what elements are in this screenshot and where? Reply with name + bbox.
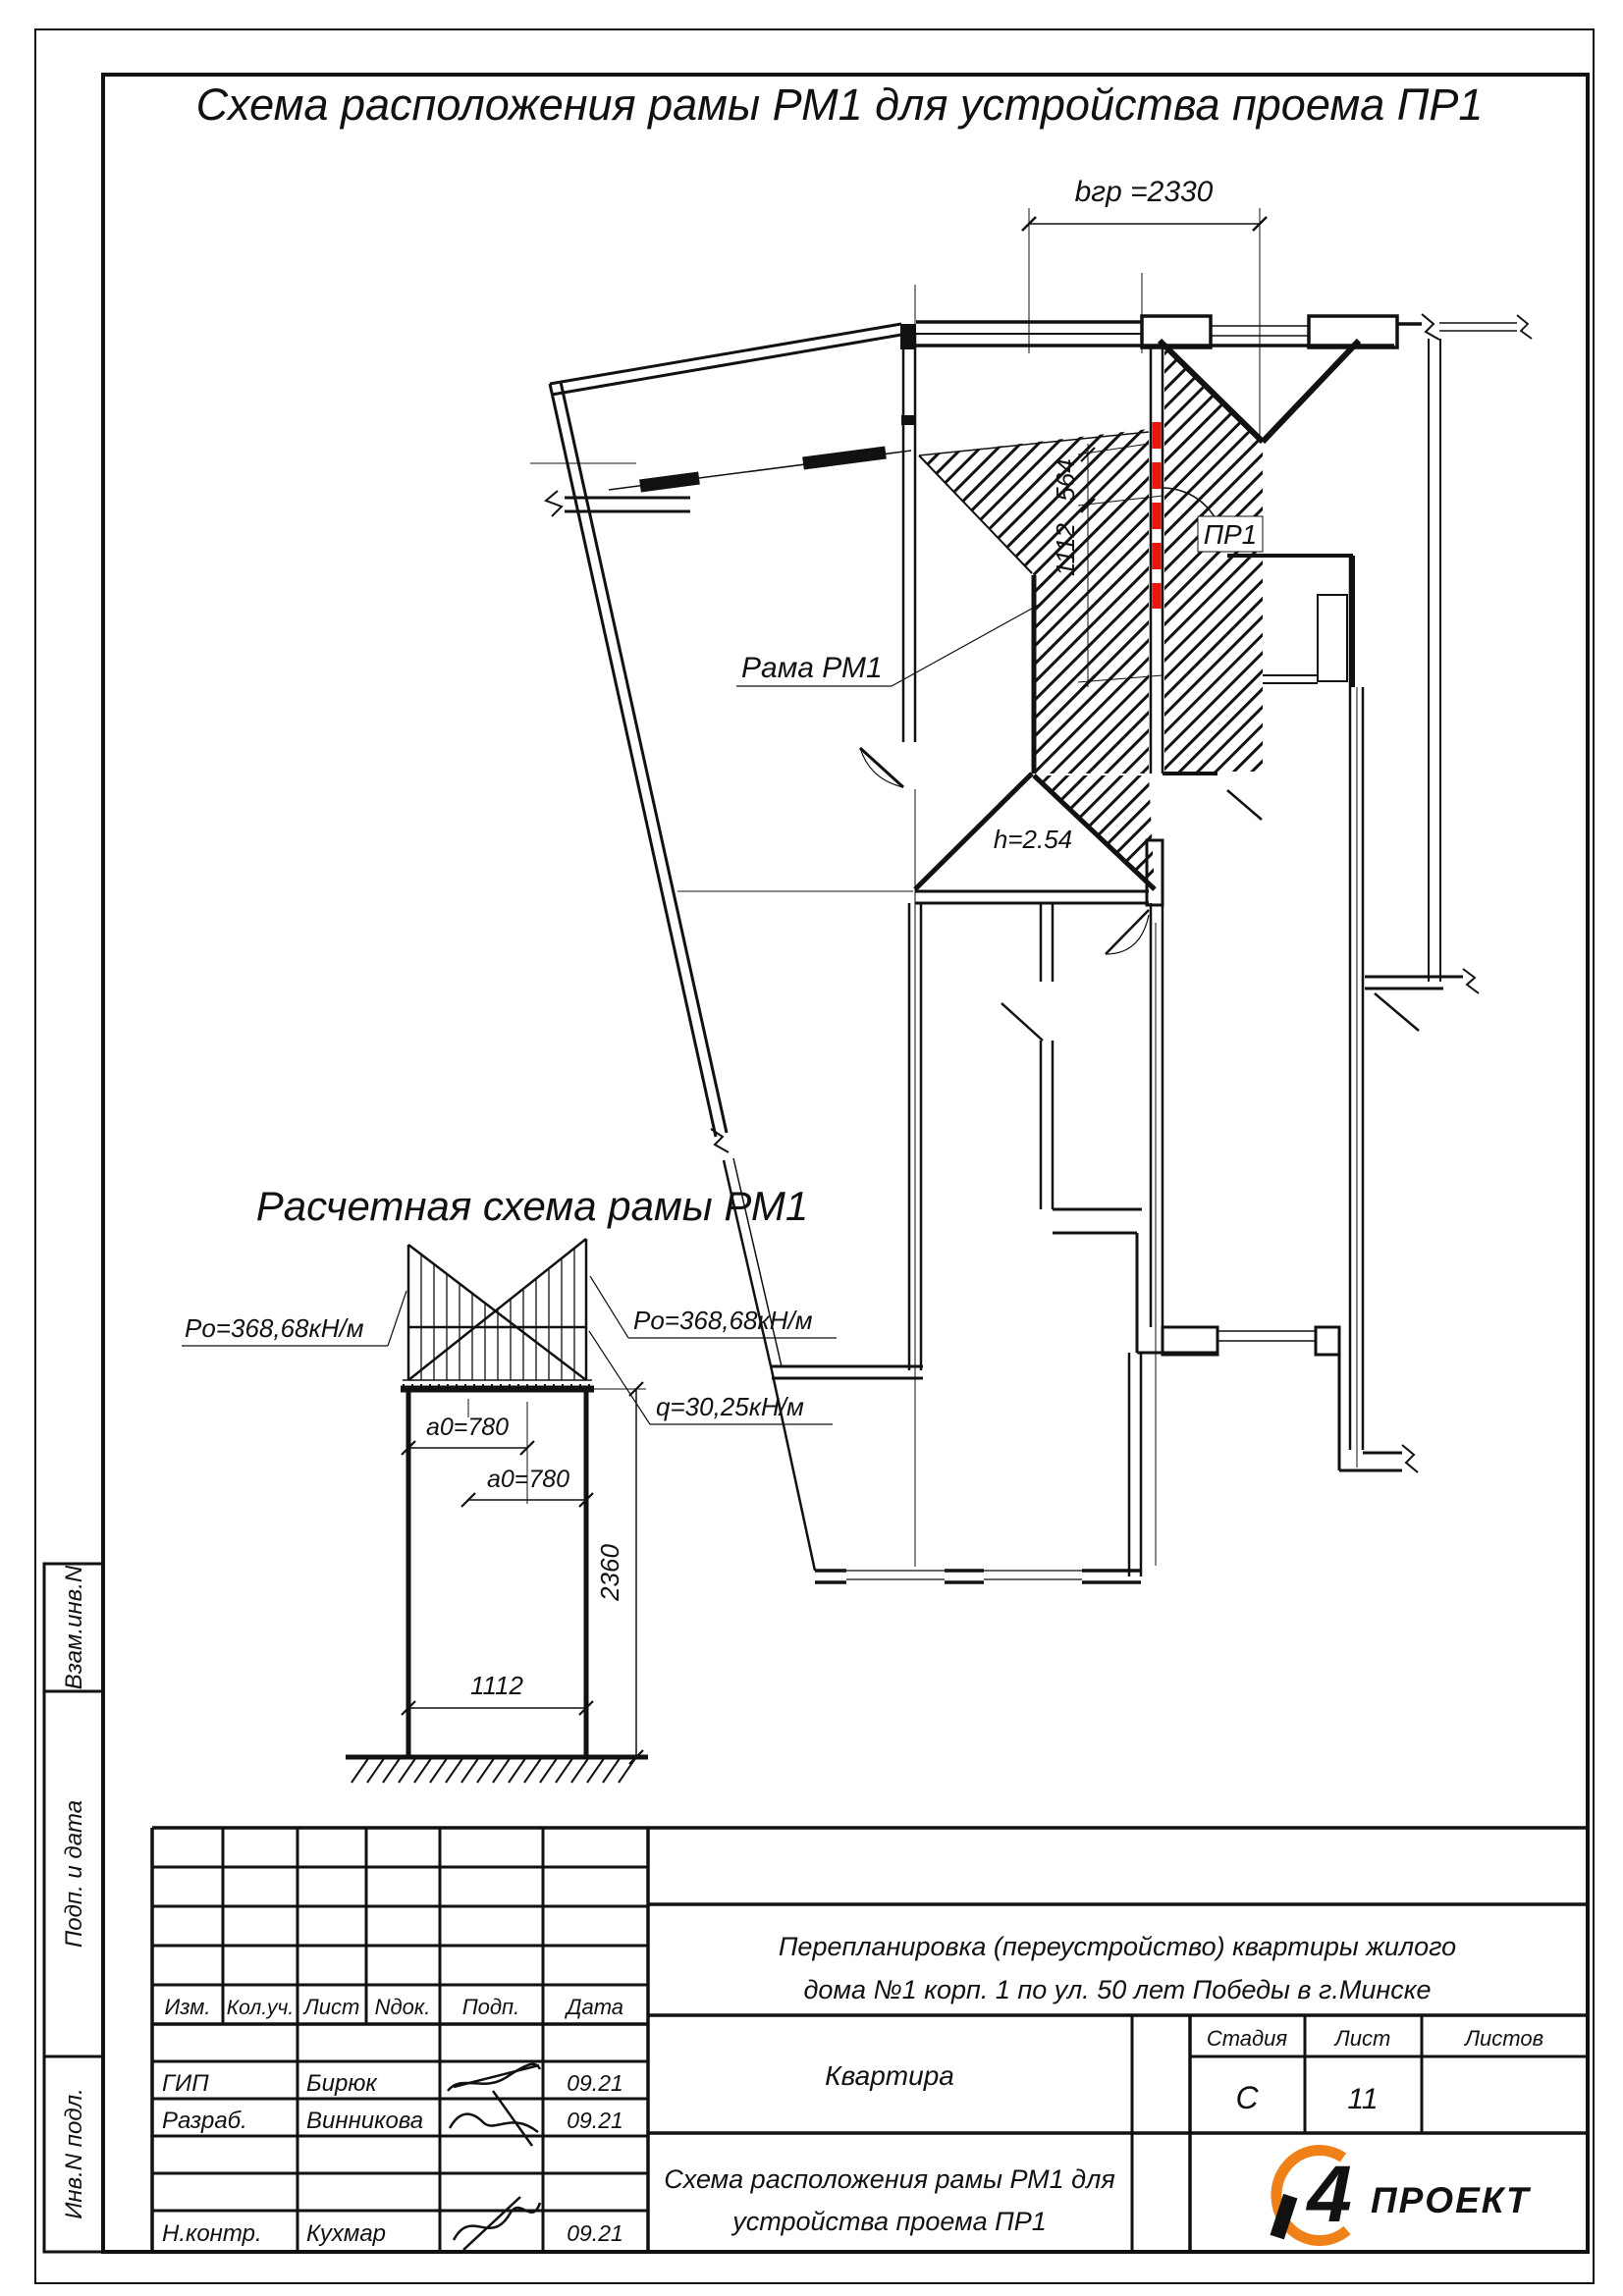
dim-1112-span: 1112 [470, 1671, 523, 1700]
list-value: 11 [1347, 2083, 1379, 2115]
page-title: Схема расположения рамы РМ1 для устройства проема ПР1 [195, 80, 1484, 130]
row-gip-date: 09.21 [567, 2070, 623, 2096]
signature-nkontr [454, 2203, 540, 2240]
hatch-region [919, 349, 1263, 889]
load-diagram [403, 1239, 592, 1385]
side-label-vzam: Взам.инв.N [61, 1565, 87, 1690]
side-column [44, 1564, 103, 2252]
dim-bgr-text: bгр =2330 [1074, 176, 1214, 208]
dim-a0-lower: a0=780 [486, 1466, 570, 1493]
side-label-inv: Инв.N подл. [61, 2088, 87, 2219]
doc-title-line2: устройства проема ПР1 [732, 2207, 1047, 2236]
row-nkontr-name: Кухмар [306, 2220, 387, 2247]
revision-table [165, 1995, 623, 2019]
col-koluch: Кол.уч. [226, 1997, 295, 2019]
stage-value: С [1235, 2080, 1259, 2115]
col-data: Дата [566, 1995, 624, 2019]
floor-plan [530, 176, 1532, 1586]
load-left-label: Pо=368,68кН/м [185, 1313, 364, 1343]
object-name: Квартира [825, 2060, 954, 2091]
col-podp: Подп. [461, 1995, 520, 2019]
dim-2360: 2360 [595, 1544, 624, 1601]
row-gip-name: Бирюк [306, 2070, 377, 2097]
load-right-label: Pо=368,68кН/м [633, 1306, 813, 1335]
logo [1271, 2150, 1532, 2241]
ground-hatch [352, 1757, 636, 1783]
row-nkontr-date: 09.21 [567, 2220, 623, 2246]
dim-564-text: 564 [1051, 458, 1080, 502]
col-ndok: Nдок. [374, 1995, 431, 2019]
calc-scheme [182, 1183, 837, 1783]
row-razrab-name: Винникова [306, 2108, 424, 2134]
dim-1112-text: 1112 [1051, 523, 1080, 576]
signatures [448, 2064, 540, 2250]
project-line2: дома №1 корп. 1 по ул. 50 лет Победы в г.Минске [803, 1975, 1432, 2004]
listov-label: Листов [1464, 2026, 1544, 2051]
row-razrab-role: Разраб. [162, 2108, 247, 2134]
row-gip-role: ГИП [162, 2070, 209, 2097]
row-nkontr-role: Н.контр. [162, 2220, 262, 2247]
stage-sheet-cells [1207, 2026, 1543, 2115]
project-line1: Перепланировка (переустройство) квартиры жилого [778, 1932, 1457, 1961]
frame-label: Рама РМ1 [741, 652, 883, 684]
load-labels [182, 1276, 837, 1424]
load-q-label: q=30,25кН/м [656, 1392, 804, 1421]
doc-title-line1: Схема расположения рамы РМ1 для [664, 2164, 1115, 2194]
staff-rows [162, 2064, 623, 2250]
frame-dimensions [402, 1382, 646, 1764]
dim-a0-upper: a0=780 [425, 1414, 510, 1441]
logo-digit: 4 [1307, 2150, 1352, 2239]
frame-label-leader [892, 605, 1039, 686]
signature-razrab [450, 2114, 538, 2132]
title-block [152, 1828, 1588, 2252]
col-izm: Изм. [164, 1995, 211, 2019]
calc-title: Расчетная схема рамы РМ1 [255, 1183, 809, 1229]
col-list: Лист [303, 1995, 360, 2019]
side-label-podp: Подп. и дата [61, 1799, 87, 1949]
height-label: h=2.54 [993, 825, 1073, 854]
list-label: Лист [1334, 2026, 1391, 2051]
dimension-bgr [1022, 176, 1267, 231]
opening-label: ПР1 [1203, 519, 1258, 550]
stage-label: Стадия [1206, 2026, 1288, 2051]
logo-text: ПРОЕКТ [1371, 2180, 1531, 2220]
row-razrab-date: 09.21 [567, 2108, 623, 2133]
